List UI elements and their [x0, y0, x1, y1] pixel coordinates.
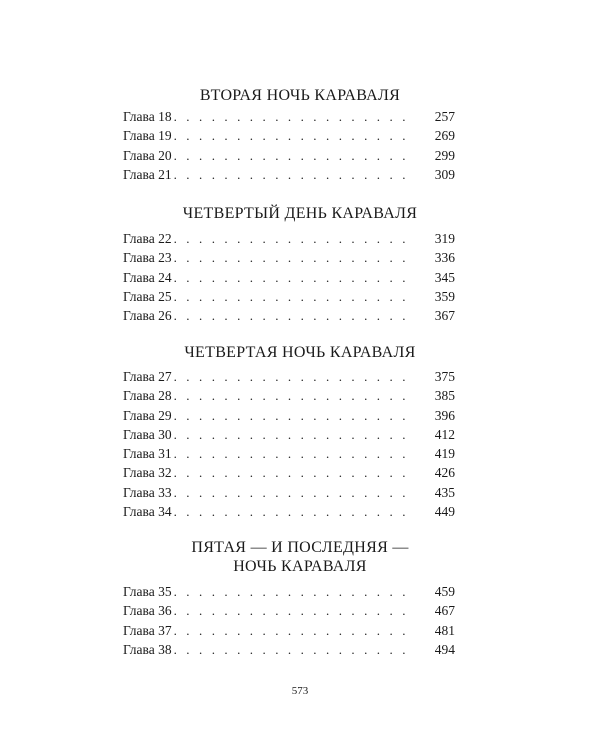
dot-leader — [174, 229, 415, 248]
chapter-page: 494 — [434, 641, 455, 657]
toc-entry[interactable] — [123, 406, 455, 425]
chapter-page: 412 — [434, 426, 455, 442]
dot-leader — [174, 248, 415, 267]
chapter-page: 269 — [434, 128, 455, 144]
toc-list — [123, 229, 455, 325]
toc-entry[interactable] — [123, 502, 455, 521]
dot-leader — [174, 425, 415, 444]
chapter-page: 419 — [434, 446, 455, 462]
toc-list — [123, 582, 455, 659]
dot-leader — [174, 621, 415, 640]
dot-leader — [174, 268, 415, 287]
toc-entry[interactable] — [123, 601, 455, 620]
toc-entry[interactable] — [123, 126, 455, 145]
dot-leader — [174, 502, 415, 521]
chapter-label: Глава 26 — [123, 308, 172, 324]
dot-leader — [174, 107, 415, 126]
toc-entry[interactable] — [123, 146, 455, 165]
dot-leader — [174, 287, 415, 306]
chapter-label: Глава 31 — [123, 446, 172, 462]
chapter-page: 367 — [434, 308, 455, 324]
toc-entry[interactable] — [123, 229, 455, 248]
page-number: 573 — [291, 685, 309, 697]
dot-leader — [174, 582, 415, 601]
toc-entry[interactable] — [123, 582, 455, 601]
chapter-label: Глава 36 — [123, 603, 172, 619]
toc-entry[interactable] — [123, 367, 455, 386]
chapter-label: Глава 22 — [123, 231, 172, 246]
chapter-label: Глава 20 — [123, 147, 172, 163]
chapter-page: 359 — [434, 288, 455, 304]
chapter-label: Глава 23 — [123, 250, 172, 266]
toc-entry[interactable] — [123, 425, 455, 444]
toc-entry[interactable] — [123, 287, 455, 306]
chapter-page: 467 — [434, 603, 455, 619]
section-title: ПЯТАЯ — И ПОСЛЕДНЯЯ — — [191, 539, 409, 556]
chapter-label: Глава 29 — [123, 407, 172, 423]
dot-leader — [174, 444, 415, 463]
toc-entry[interactable] — [123, 248, 455, 267]
dot-leader — [174, 386, 415, 405]
toc-entry[interactable] — [123, 444, 455, 463]
section-title-line-2: НОЧЬ КАРАВАЛЯ — [233, 558, 367, 575]
chapter-label: Глава 21 — [123, 166, 172, 182]
chapter-label: Глава 34 — [123, 504, 172, 520]
dot-leader — [174, 126, 415, 145]
dot-leader — [174, 367, 415, 386]
toc-entry[interactable] — [123, 268, 455, 287]
section-title: ЧЕТВЕРТАЯ НОЧЬ КАРАВАЛЯ — [184, 344, 416, 361]
dot-leader — [174, 601, 415, 620]
chapter-page: 426 — [434, 465, 455, 481]
chapter-page: 309 — [434, 166, 455, 182]
chapter-label: Глава 38 — [123, 641, 172, 657]
chapter-label: Глава 32 — [123, 465, 172, 481]
chapter-label: Глава 28 — [123, 388, 172, 404]
chapter-label: Глава 25 — [123, 288, 172, 304]
dot-leader — [174, 463, 415, 482]
chapter-label: Глава 33 — [123, 484, 172, 500]
chapter-label: Глава 24 — [123, 269, 172, 285]
chapter-label: Глава 37 — [123, 622, 172, 638]
toc-entry[interactable] — [123, 386, 455, 405]
chapter-page: 299 — [434, 147, 455, 163]
chapter-label: Глава 19 — [123, 128, 172, 144]
chapter-label: Глава 35 — [123, 584, 172, 599]
chapter-page: 345 — [434, 269, 455, 285]
chapter-page: 319 — [434, 231, 455, 246]
dot-leader — [174, 640, 415, 659]
chapter-label: Глава 30 — [123, 426, 172, 442]
dot-leader — [174, 483, 415, 502]
chapter-page: 336 — [434, 250, 455, 266]
chapter-page: 459 — [434, 584, 455, 599]
toc-entry[interactable] — [123, 640, 455, 659]
chapter-page: 396 — [434, 407, 455, 423]
toc-entry[interactable] — [123, 621, 455, 640]
toc-entry[interactable] — [123, 306, 455, 325]
chapter-page: 435 — [434, 484, 455, 500]
toc-list — [123, 107, 455, 184]
dot-leader — [174, 306, 415, 325]
toc-entry[interactable] — [123, 165, 455, 184]
section-title: ЧЕТВЕРТЫЙ ДЕНЬ КАРАВАЛЯ — [182, 205, 418, 222]
chapter-label: Глава 18 — [123, 109, 172, 124]
dot-leader — [174, 146, 415, 165]
chapter-page: 385 — [434, 388, 455, 404]
dot-leader — [174, 406, 415, 425]
dot-leader — [174, 165, 415, 184]
toc-entry[interactable] — [123, 483, 455, 502]
chapter-page: 257 — [434, 109, 455, 124]
chapter-label: Глава 27 — [123, 369, 172, 384]
chapter-page: 481 — [434, 622, 455, 638]
chapter-page: 449 — [434, 504, 455, 520]
toc-list — [123, 367, 455, 521]
section-title: ВТОРАЯ НОЧЬ КАРАВАЛЯ — [199, 87, 401, 104]
toc-entry[interactable] — [123, 463, 455, 482]
chapter-page: 375 — [434, 369, 455, 384]
toc-entry[interactable] — [123, 107, 455, 126]
